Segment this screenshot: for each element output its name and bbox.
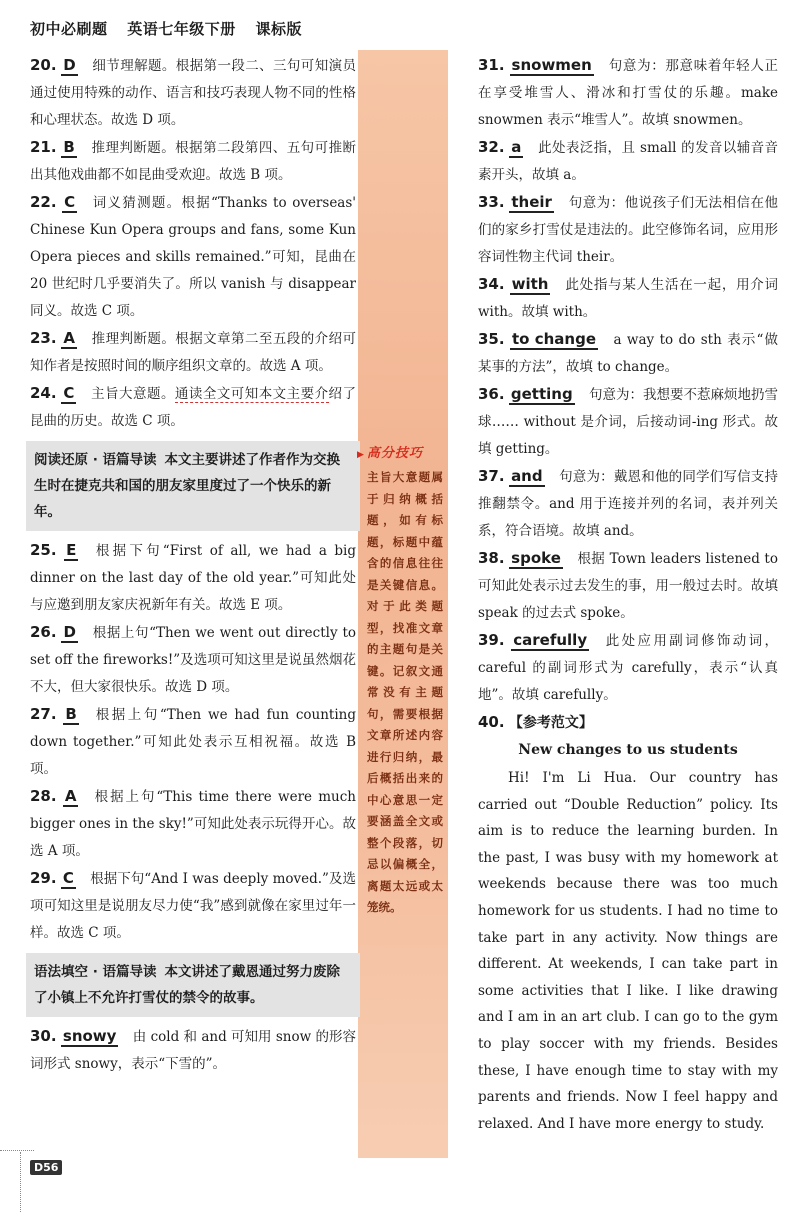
question-number: 34. [478,275,505,293]
guide-text: 本文主要讲述了作者作为交换生时在捷克共和国的朋友家里度过了一个快乐的新年。 [34,452,341,520]
reading-guide [26,441,360,531]
explanation: 根据上句“Then we had fun counting down together.”可知此处表示互相祝福。故选 B 项。 [30,707,356,777]
answer-item [30,783,356,865]
question-number: 30. [30,1027,57,1045]
explanation: 推理判断题。根据文章第二至五段的介绍可知作者是按照时间的顺序组织文章的。故选 A 项。 [30,331,357,374]
answer-key: a [511,138,522,156]
question-number: 38. [478,549,505,567]
right-column [478,52,778,1137]
answer-key: snowmen [511,56,592,74]
explanation: 此处表泛指，且 small 的发音以辅音音素开头，故填 a。 [478,140,778,183]
question-number: 26. [30,623,57,641]
reference-label: 【参考范文】 [508,715,593,731]
explanation: 绍了昆曲的历史。故选 C 项。 [30,386,357,429]
answer-key: C [63,384,75,402]
book-edition: 课标版 [255,20,303,38]
answer-item [30,865,356,947]
answer-item [478,381,778,463]
answer-key: getting [510,385,573,403]
page-number: D56 [30,1160,62,1175]
answer-key: snowy [62,1027,117,1045]
explanation: 句意为：戴恩和他的同学们写信支持推翻禁令。and 用于连接并列的名词，表并列关系，符合语境。故填 and。 [478,469,778,539]
question-number: 23. [30,329,57,347]
answer-key: B [65,705,77,723]
answer-key: to change [512,330,596,348]
answer-key: D [63,623,76,641]
explanation: 根据下句“First of all, we had a big dinner on the last day of the old year.”可知此处与应邀到朋友家庆祝新年有关。故选 E 项。 [30,543,357,613]
question-number: 21. [30,138,57,156]
answer-key: and [511,467,543,485]
question-number: 36. [478,385,505,403]
explanation: 此处应用副词修饰动词，careful 的副词形式为 carefully，表示“认真地”。故填 carefully。 [478,633,779,703]
explanation: 由 cold 和 and 可知用 snow 的形容词形式 snowy，表示“下雪的”。 [30,1029,357,1072]
answer-key: with [511,275,549,293]
explanation: 此处指与某人生活在一起，用介词 with。故填 with。 [478,277,779,320]
answer-item [30,537,356,619]
question-number: 29. [30,869,57,887]
explanation-highlight: 通读全文可知本文主要介 [174,386,329,402]
answer-key: A [64,787,77,805]
explanation: 推理判断题。根据第二段第四、五句可推断出其他戏曲都不如昆曲受欢迎。故选 B 项。 [30,140,357,183]
answer-item [478,326,778,381]
explanation: 根据下句“And I was deeply moved.”及选项可知这里是说朋友尽力使“我”感到就像在家里过年一样。故选 C 项。 [30,871,356,941]
question-number: 37. [478,467,505,485]
answer-item [30,619,356,701]
question-number: 39. [478,631,505,649]
answer-item [478,52,778,134]
explanation: 词义猜测题。根据“Thanks to overseas' Chinese Kun Opera groups and fans, some Kun Opera pieces and skills remained.”可知，昆曲在 20 世纪时几乎要消失了。所以 vanish 与 disappear 同义。故选 C 项。 [30,195,356,319]
explanation: 根据上句“Then we went out directly to set off the fireworks!”及选项可知这里是说虽然烟花不大，但大家很快乐。故选 D 项。 [30,625,357,695]
question-number: 33. [478,193,505,211]
question-number: 35. [478,330,505,348]
question-number: 28. [30,787,57,805]
tip-box [357,442,449,919]
explanation: 根据上句“This time there were much bigger ones in the sky!”可知此处表示玩得开心。故选 A 项。 [30,789,356,859]
corner-mark [20,1152,22,1212]
explanation-type: 主旨大意题。 [91,386,175,402]
explanation: 根据 Town leaders listened to 可知此处表示过去发生的事，用一般过去时。故填 speak 的过去式 spoke。 [478,551,778,621]
question-number: 32. [478,138,505,156]
page-header [30,18,316,39]
answer-item [30,701,356,783]
question-number: 20. [30,56,57,74]
answer-item [478,463,778,545]
answer-key: D [63,56,76,74]
tip-text: 主旨大意题属于归纳概括题，如有标题，标题中蕴含的信息往往是关键信息。对于此类题型，找准文章的主题句是关键。记叙文通常没有主题句，需要根据文章所述内容进行归纳，最后概括出来的中心意思一定要涵盖全文或整个段落，切忌以偏概全，离题太远或太笼统。 [367,470,443,914]
answer-item [478,709,778,737]
corner-mark [0,1150,34,1152]
answer-key: E [66,541,77,559]
answer-item [30,325,356,380]
answer-key: B [63,138,75,156]
tip-title: ▶ 高分技巧 [357,442,449,461]
answer-key: spoke [511,549,561,567]
answer-item [478,134,778,189]
question-number: 24. [30,384,57,402]
book-series: 初中必刷题 [30,20,108,38]
answer-item [30,1023,356,1078]
answer-item [30,134,356,189]
answer-item [30,380,356,435]
answer-key: A [63,329,75,347]
essay-title: New changes to us students [518,742,738,758]
left-column [30,52,356,1078]
explanation: 句意为：他说孩子们无法相信在他们的家乡打雪仗是违法的。此空修饰名词，应用形容词性物主代词 their。 [478,195,778,265]
answer-item [478,627,778,709]
answer-item [30,189,356,325]
answer-item [478,189,778,271]
book-subject: 英语七年级下册 [127,20,236,38]
question-number: 31. [478,56,505,74]
essay-body: Hi! I'm Li Hua. Our country has carried out “Double Reduction” policy. Its aim is to reduce the learning burden. In the past, I was busy with my homework at weekends because there was too much homework for us students. I had no time to take part in any activity. Now things are different. At weekends, I can take part in some activities that I like. I like drawing and I am in an art club. I can go to the gym to play soccer with my friends. Besides these, I have enough time to stay with my parents and friends. Now I feel happy and relaxed. And I have more energy to study. [478,770,778,1132]
explanation: 细节理解题。根据第一段二、三句可知演员通过使用特殊的动作、语言和技巧表现人物不同的性格和心理状态。故选 D 项。 [30,58,356,128]
answer-key: their [511,193,552,211]
guide-text: 本文讲述了戴恩通过努力废除了小镇上不允许打雪仗的禁令的故事。 [34,964,341,1006]
question-number: 40. [478,713,505,731]
answer-key: C [64,193,76,211]
answer-item [478,545,778,627]
question-number: 25. [30,541,57,559]
answer-item [478,271,778,326]
guide-title: 阅读还原 · 语篇导读 [34,452,157,468]
explanation: a way to do sth 表示“做某事的方法”，故填 to change。 [478,332,779,375]
explanation: 句意为：我想要不惹麻烦地扔雪球…… without 是介词，后接动词-ing 形式。故填 getting。 [478,387,778,457]
answer-item [30,52,356,134]
question-number: 22. [30,193,57,211]
question-number: 27. [30,705,57,723]
explanation: 句意为：那意味着年轻人正在享受堆雪人、滑冰和打雪仗的乐趣。make snowmen 表示“堆雪人”。故填 snowmen。 [478,58,778,128]
guide-title: 语法填空 · 语篇导读 [34,964,157,980]
answer-key: carefully [513,631,588,649]
answer-key: C [62,869,74,887]
grammar-guide [26,953,360,1017]
